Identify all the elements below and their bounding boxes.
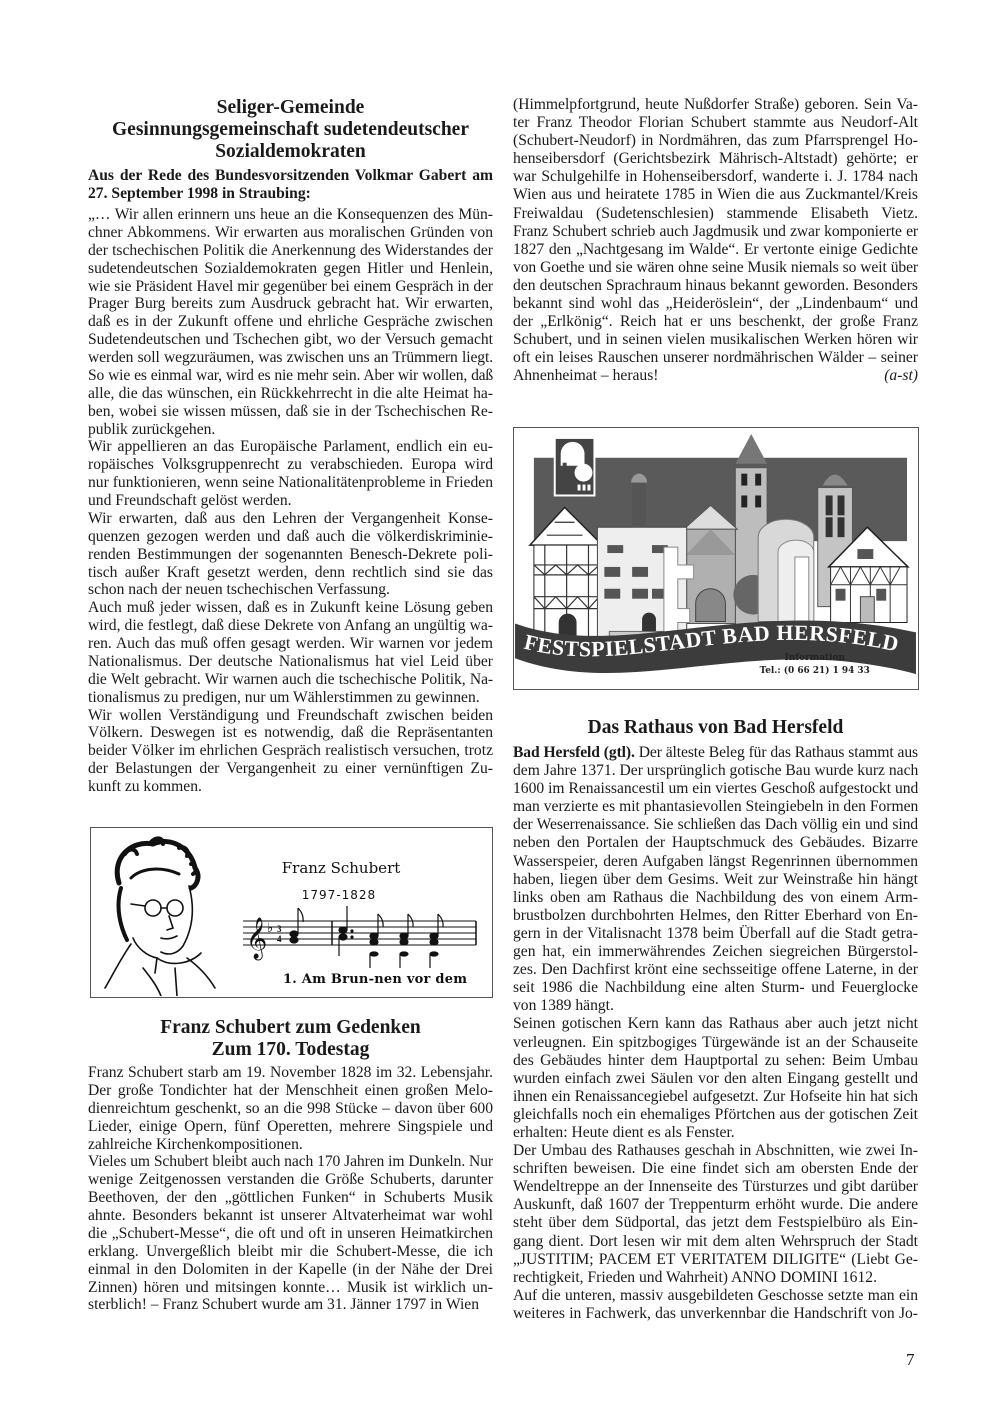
treble-clef-icon: 𝄞 — [246, 918, 268, 959]
ad-info: Information — [784, 653, 845, 664]
title-line: Sozialdemokraten — [215, 141, 366, 162]
paragraph — [88, 707, 493, 796]
text-line: war Schulgehilfe in Hohenseibersdorf, wanderte i. J. 1784 nach — [513, 168, 918, 186]
text-line: chner Abkommens. Wir erwarten aus moralischen Gründen von — [88, 223, 493, 241]
article-body-schubert — [88, 1064, 493, 1314]
text-line: steht über dem Südportal, das jetzt dem Festspielbüro als Ein- — [513, 1214, 918, 1232]
text-line: Beethoven, der den „göttlichen Funken“ in Schuberts Musik — [88, 1189, 493, 1207]
flat-icon: ♭ — [267, 921, 274, 936]
text-line: der tschechischen Politik die Anerkennung des Widerstandes der — [88, 241, 493, 259]
paragraph-lead: Bad Hersfeld (gtl). — [513, 744, 635, 761]
song-lyrics: 1. Am Brun-nen vor dem — [283, 972, 467, 987]
text-line: 1827 den „Nachtgesang im Walde“. Er vertonte einige Gedichte — [513, 240, 918, 258]
festspielstadt-bad-hersfeld-advert — [513, 427, 919, 690]
text-line: brustbolzen durchbohrten Helmes, den Ritter Eberhard von En- — [513, 906, 918, 924]
text-line: und Freundschaft gelöst werden. — [88, 492, 292, 509]
text-line: haben, liegen über dem Gesims. Weit zur Weinstraße hin hängt — [513, 870, 918, 888]
text-line: wird, die festlegt, daß diese Dekrete von Anfang an ungültig wa- — [88, 617, 493, 635]
paragraph — [513, 1142, 918, 1287]
title-line: Gesinnungsgemeinschaft sudetendeutscher — [112, 119, 469, 140]
text-line: gleichfalls noch ein ehemaliges Pförtchen aus der gotischen Zeit — [513, 1105, 918, 1123]
text-line: erklang. Unvergeßlich bleibt mir die Schubert-Messe, die ich — [88, 1242, 493, 1260]
text-line — [513, 744, 918, 762]
text-line: bekannt sind wohl das „Heideröslein“, der „Lindenbaum“ und — [513, 295, 918, 313]
text-line: Wir erwarten, daß aus den Lehren der Vergangenheit Konse- — [88, 509, 493, 527]
text-line: tionalismus zu predigen, nur um Wählerstimmen zu gewinnen. — [88, 688, 480, 706]
schubert-portrait-and-score — [91, 828, 491, 996]
paragraph — [88, 1153, 493, 1314]
text-line: man verzierte es mit phantasievollen Steingiebeln in den Formen — [513, 798, 918, 816]
text-line: Seinen gotischen Kern kann das Rathaus aber auch jetzt nicht — [513, 1015, 918, 1033]
text-line: sterblich! – Franz Schubert wurde am 31. Jänner 1797 in Wien — [88, 1296, 479, 1314]
line-text: Ahnenheimat – heraus! — [513, 367, 659, 385]
text-line: Wasserspeier, deren Aufgaben längst Regenrinnen übernommen — [513, 852, 918, 870]
title-line: Franz Schubert zum Gedenken — [160, 1017, 421, 1038]
text-line: dem Jahre 1371. Der ursprünglich gotische Bau wurde kurz nach — [513, 762, 918, 780]
paragraph — [88, 1064, 493, 1153]
text-line — [513, 367, 918, 385]
title-line: Seliger-Gemeinde — [216, 97, 365, 118]
text-line: der „Erlkönig“. Reich hat er uns beschenkt, der große Franz — [513, 313, 918, 331]
text-line: ter Franz Theodor Florian Schubert stammte aus Neudorf-Alt — [513, 114, 918, 132]
text-line: von Goethe und sie wären ohne seine Musik niemals so weit über — [513, 258, 918, 276]
festival-logo-icon — [555, 438, 595, 496]
text-line: oft ein leises Rauschen unserer nordmährischen Wälder – seiner — [513, 349, 918, 367]
line-text: Der älteste Beleg für das Rathaus stammt aus — [638, 744, 918, 761]
article-body-schubert-continued — [513, 96, 918, 386]
text-line: Nationalismus. Der deutsche Nationalismus hat viel Leid über — [88, 652, 493, 670]
text-line: neben den Portalen der Hauptschmuck des Gebäudes. Bizarre — [513, 834, 918, 852]
title-line: Das Rathaus von Bad Hersfeld — [587, 717, 844, 738]
author-signature: (a-st) — [884, 367, 918, 385]
article-title-schubert — [88, 1017, 493, 1061]
text-line: schon nach der neuen tschechischen Verfassung. — [88, 581, 390, 599]
text-line: erhalten: Heute dient es als Fenster. — [513, 1123, 735, 1141]
text-line: Auskunft, daß 1607 der Treppenturm erhöht wurde. Die andere — [513, 1196, 918, 1214]
text-line: Der Umbau des Rathauses geschah in Abschnitten, wie zwei In- — [513, 1142, 918, 1160]
text-line: den deutschen Sprachraum hinaus bekannt geworden. Besonders — [513, 276, 918, 294]
text-line: publik zurückgehen. — [88, 420, 216, 438]
text-line: verleugnen. Ein spitzbogiges Türgewände ist an der Schauseite — [513, 1033, 918, 1051]
lead-line: 27. September 1998 in Straubing: — [88, 184, 311, 202]
text-line: Vieles um Schubert bleibt auch nach 170 Jahren im Dunkeln. Nur — [88, 1153, 493, 1171]
text-line: Auf die unteren, massiv ausgebildeten Geschosse setzte man ein — [513, 1286, 918, 1304]
text-line: Wir appellieren an das Europäische Parlament, endlich ein eu- — [88, 438, 493, 456]
text-line: ahnte. Besonders bekannt ist unserer Altvaterheimat war wohl — [88, 1207, 493, 1224]
text-line: Prager Burg bereits zum Ausdruck gebracht hat. Wir erwarten, — [88, 295, 493, 313]
text-line: einmal in den Dolomiten in der Kapelle (in der Nähe der Drei — [88, 1260, 493, 1278]
paragraph — [513, 1287, 918, 1323]
text-line: ropäisches Volksgruppenrecht zu verabschieden. Europa wird — [88, 456, 493, 474]
text-line: ihnen ein Renaissancegiebel aufgesetzt. Zur Hofseite hin hat sich — [513, 1087, 918, 1105]
text-line: beider Völker im ehrlichen Gespräch realistisch versuchen, trotz — [88, 742, 493, 760]
lead-line: Aus der Rede des Bundesvorsitzenden Volkmar Gabert am — [88, 167, 493, 184]
text-line: „… Wir allen erinnern uns heue an die Konsequenzen des Mün- — [88, 206, 493, 223]
paragraph — [513, 744, 918, 1015]
article-title-rathaus — [513, 717, 918, 739]
svg-text:4: 4 — [277, 934, 282, 944]
text-line: (Himmelpfortgrund, heute Nußdorfer Straße) geboren. Sein Va- — [513, 96, 918, 113]
text-line: der Belastungen der Vergangenheit zu einer vernünftigen Zu- — [88, 760, 493, 778]
text-line: (Schubert-Neudorf) in Nordmähren, das zum Pfarrsprengel Ho- — [513, 132, 918, 150]
text-line: „JUSTITIM; PACEM ET VERITATEM DILIGITE“ (Liebt Ge- — [513, 1250, 918, 1268]
paragraph — [88, 510, 493, 599]
text-line: ren. Auch das muß offen gesagt werden. Wir warnen vor jedem — [88, 635, 493, 652]
paragraph — [88, 599, 493, 706]
text-line: gern in der Vitalisnacht 1378 beim Überfall auf die Stadt getra- — [513, 924, 918, 942]
text-line: wenige Zeitgenossen verstanden die Größe Schuberts, darunter — [88, 1171, 493, 1189]
notes — [277, 906, 443, 968]
text-line: rechtigkeit, Frieden und Wahrheit) ANNO DOMINI 1612. — [513, 1268, 877, 1286]
text-line: dienreichtum geschenkt, so an die 998 Stücke – davon über 600 — [88, 1099, 493, 1117]
text-line: 1600 im Renaissancestil um ein viertes Geschoß aufgestockt und — [513, 780, 918, 798]
schubert-illustration — [90, 827, 493, 998]
text-line: wie sie Präsident Havel mir gegenüber bei einem Gespräch in der — [88, 277, 493, 295]
article-body-rathaus — [513, 744, 918, 1323]
paragraph — [88, 206, 493, 438]
composer-name: Franz Schubert — [281, 859, 401, 877]
text-line: henseibersdorf (Gerichtsbezirk Mährisch-Altstadt) gehörte; er — [513, 150, 918, 168]
page-number: 7 — [906, 1350, 915, 1369]
schubert-portrait-icon — [105, 838, 215, 996]
paragraph — [513, 1015, 918, 1142]
text-line: wurden einfach zwei Säulen vor den alten Eingang gestellt und — [513, 1069, 918, 1087]
text-line: ben, wobei sie wissen müssen, daß sie in der Tschechischen Re- — [88, 402, 493, 420]
text-line: sudetendeutschen Sozialdemokraten gegen Hitler und Henlein, — [88, 259, 493, 277]
text-line: gen hat, ein immerwährendes Zeichen siegreichen Bürgerstol- — [513, 943, 918, 961]
text-line: zahlreiche Kirchenkompositionen. — [88, 1135, 303, 1153]
text-line: der Weserrenaissance. Sie schließen das Dach völlig ein und sind — [513, 816, 918, 834]
text-line: gang dient. Dort lesen wir mit dem alten Wehrspruch der Stadt — [513, 1232, 918, 1250]
svg-text:3: 3 — [277, 924, 282, 934]
text-line: weiteres in Fachwerk, das unverkennbar die Handschrift von Jo- — [513, 1304, 918, 1322]
text-line: Wendeltreppe an der Innenseite des Türsturzes und gibt darüber — [513, 1178, 918, 1196]
banner-label: FESTSPIELSTADT BAD HERSFELD — [521, 620, 902, 662]
article-body-seliger — [88, 206, 493, 796]
text-line: Schubert, und in seinen vielen musikalischen Werken hören wir — [513, 331, 918, 349]
text-line: Sudetendeutschen und Tschechen gibt, wo der Versuch gemacht — [88, 331, 493, 349]
text-line: die Welt gebracht. Wir warnen auch die tschechische Politik, Na- — [88, 670, 493, 688]
text-line: alle, die das wünschen, ein Rückkehrrecht in die alte Heimat ha- — [88, 384, 493, 402]
article-title-seliger — [88, 97, 493, 163]
text-line: kunft zu kommen. — [88, 778, 202, 795]
text-line: renden Bestimmungen der sogenannten Benesch-Dekrete poli- — [88, 545, 493, 563]
text-line: quenzen gezogen werden und daß auch die völkerdiskriminie- — [88, 527, 493, 545]
article-lead-seliger — [88, 167, 493, 203]
text-line: zes. Den Dachfirst krönt eine sechsseitige offene Laterne, in der — [513, 961, 918, 979]
text-line: Freiwaldau (Sudetenschlesien) stammende Elisabeth Vietz. — [513, 204, 918, 222]
paragraph — [513, 96, 918, 386]
text-line: Lieder, einige Opern, fünf Operetten, mehrere Singspiele und — [88, 1117, 493, 1135]
text-line: So wie es einmal war, wird es nie mehr sein. Aber wir wollen, daß — [88, 366, 493, 384]
text-line: Völkern. Deswegen ist es notwendig, daß die Repräsentanten — [88, 724, 493, 742]
title-line: Zum 170. Todestag — [211, 1039, 370, 1060]
text-line: Wien aus und heiratete 1785 in Wien die aus Zuckmantel/Kreis — [513, 186, 918, 204]
composer-years: 1797-1828 — [301, 888, 377, 902]
text-line: schriften beweisen. Die eine findet sich am obersten Ende der — [513, 1160, 918, 1178]
ad-phone: Tel.: (0 66 21) 1 94 33 — [759, 666, 870, 677]
text-line: links oben am Rathaus die Nachbildung des von einem Arm- — [513, 888, 918, 906]
text-line: nur funktionieren, wenn seine Nationalitätenprobleme in Frieden — [88, 474, 493, 492]
text-line: die „Schubert-Messe“, die oft und oft in unseren Heimatkirchen — [88, 1224, 493, 1242]
text-line: Franz Schubert schrieb auch Jagdmusik und zwar komponierte er — [513, 222, 918, 240]
text-line: Der große Tondichter hat der Menschheit einen großen Melo- — [88, 1081, 493, 1099]
text-line: seit 1986 die Nachbildung eine alten Sturm- und Feuerglocke — [513, 979, 918, 997]
text-line: Zinnen) hören und mitsingen konnte… Musik ist wirklich un- — [88, 1278, 493, 1296]
text-line: Auch muß jeder wissen, daß es in Zukunft keine Lösung geben — [88, 599, 493, 617]
text-line: werden soll wegzuräumen, was zwischen uns an Trümmern liegt. — [88, 349, 493, 366]
paragraph — [88, 438, 493, 510]
text-line: Franz Schubert starb am 19. November 1828 im 32. Lebensjahr. — [88, 1064, 493, 1081]
text-line: daß es in der Zukunft offene und ehrliche Gespräche zwischen — [88, 313, 493, 331]
text-line: Wir wollen Verständigung und Freundschaft zwischen beiden — [88, 706, 493, 724]
text-line: des Gebäudes hinter dem Hauptportal zu sehen: Beim Umbau — [513, 1051, 918, 1069]
hersfeld-skyline-illustration — [514, 428, 917, 688]
text-line: tisch außer Kraft gesetzt werden, denn rechtlich sind sie das — [88, 563, 493, 581]
text-line: von 1389 hängt. — [513, 997, 614, 1015]
